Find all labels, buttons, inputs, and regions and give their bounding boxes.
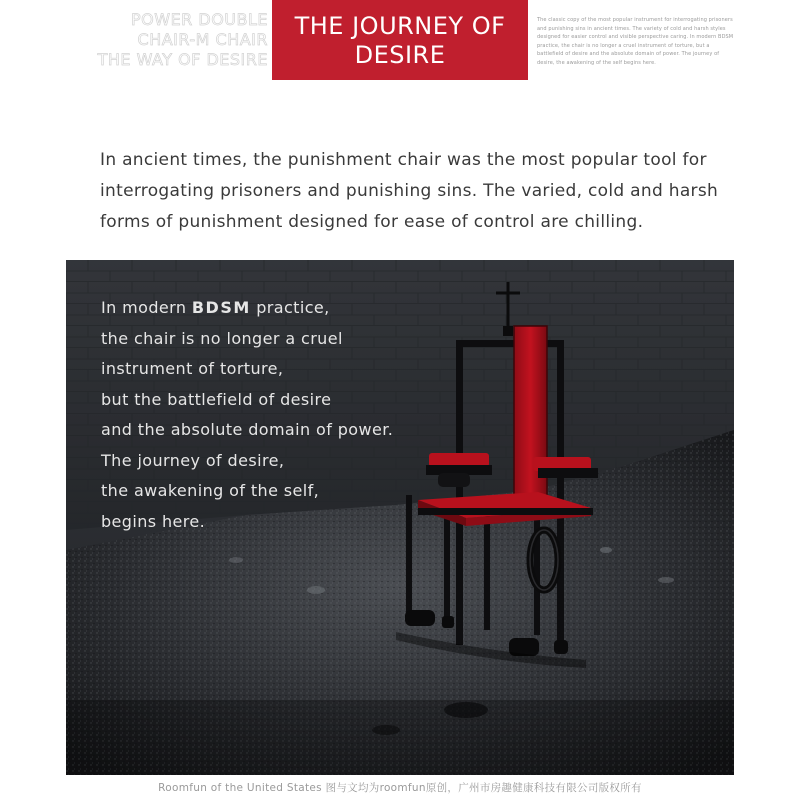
hero-caption-line: The journey of desire, xyxy=(101,450,285,470)
page-title-box xyxy=(272,0,528,80)
hero-caption-emphasis: BDSM xyxy=(191,298,251,317)
hero-caption-text: In modern xyxy=(101,298,192,317)
header-subtitle-line: POWER DOUBLE xyxy=(131,10,268,29)
hero-image xyxy=(66,260,734,775)
hero-caption-line: and the absolute domain of power. xyxy=(101,420,394,439)
hero-caption-line: but the battlefield of desire xyxy=(101,389,332,409)
page-title-line: DESIRE xyxy=(354,41,446,69)
header-side-text: The classic copy of the most popular instrument for interrogating prisoners and punishing sins in ancient times. The variety of cold and harsh styles designed for easier control and visible perspective caring. In modern BDSM practice, the chair is no longer a cruel instrument of torture, but a battlefield of desire and the absolute domain of power. The journey of desire, the awakening of the self begins here. xyxy=(537,17,734,66)
header-subtitle-line: CHAIR-M CHAIR xyxy=(137,30,268,49)
hero-caption-line: the chair is no longer a cruel xyxy=(101,328,343,348)
hero-caption-line: instrument of torture, xyxy=(101,359,284,378)
hero-caption-text: practice, xyxy=(250,298,330,317)
intro-paragraph: In ancient times, the punishment chair was the most popular tool for interrogating prisoners and punishing sins. The varied, cold and harsh forms of punishment designed for ease of control are chilling. xyxy=(100,150,719,232)
hero-caption-line: begins here. xyxy=(101,511,206,531)
header-subtitle-line: THE WAY OF DESIRE xyxy=(97,50,268,69)
hero-caption xyxy=(101,293,421,537)
header xyxy=(0,0,800,82)
header-subtitle xyxy=(60,10,268,70)
footer-copyright: Roomfun of the United States 图与文均为roomfun原创，广州市房趣健康科技有限公司版权所有 xyxy=(158,782,642,794)
page-title-line: THE JOURNEY OF xyxy=(294,12,506,40)
hero-caption-line: the awakening of the self, xyxy=(101,481,320,500)
hero-caption-line xyxy=(101,293,421,324)
